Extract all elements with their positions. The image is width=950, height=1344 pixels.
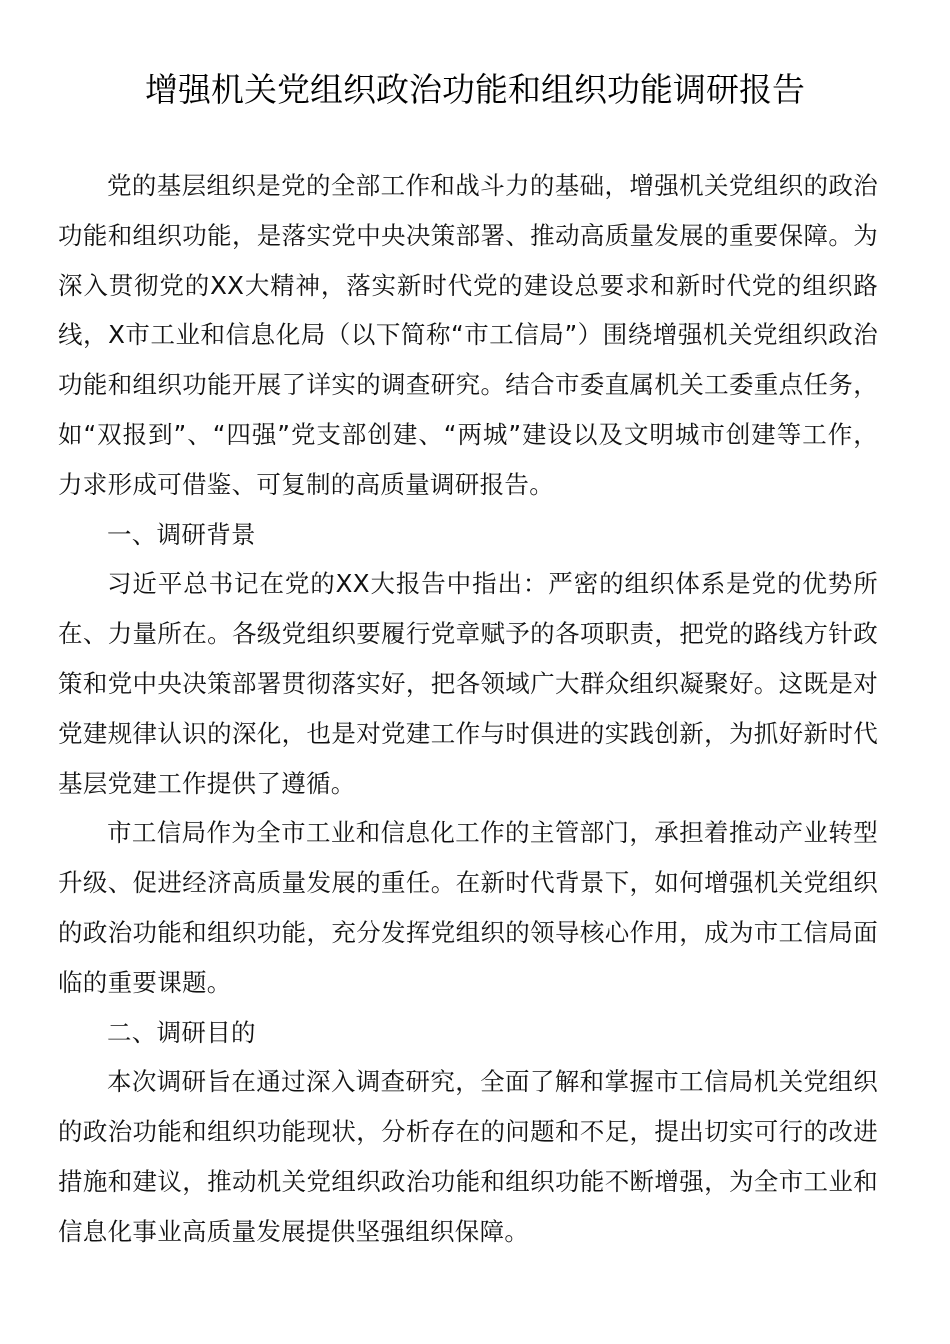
section-heading-background: 一、调研背景: [107, 519, 256, 549]
document-title: 增强机关党组织政治功能和组织功能调研报告: [145, 70, 805, 109]
intro-paragraph: 党的基层组织是党的全部工作和战斗力的基础，增强机关党组织的政治功能和组织功能，是落实党中央决策部署、推动高质量发展的重要保障。为深入贯彻党的XX大精神，落实新时代党的建设总要求和新时代党的组织路线，X市工业和信息化局（以下简称“市工信局”）围绕增强机关党组织政治功能和组织功能开展了详实的调查研究。结合市委直属机关工委重点任务，如“双报到”、“四强”党支部创建、“两城”建设以及文明城市创建等工作，力求形成可借鉴、可复制的高质量调研报告。: [58, 171, 878, 499]
purpose-paragraph-1: 本次调研旨在通过深入调查研究，全面了解和掌握市工信局机关党组织的政治功能和组织功能现状，分析存在的问题和不足，提出切实可行的改进措施和建议，推动机关党组织政治功能和组织功能不断增强，为全市工业和信息化事业高质量发展提供坚强组织保障。: [58, 1067, 878, 1246]
background-paragraph-1: 习近平总书记在党的XX大报告中指出：严密的组织体系是党的优势所在、力量所在。各级党组织要履行党章赋予的各项职责，把党的路线方针政策和党中央决策部署贯彻落实好，把各领域广大群众组织凝聚好。这既是对党建规律认识的深化，也是对党建工作与时俱进的实践创新，为抓好新时代基层党建工作提供了遵循。: [58, 569, 878, 798]
background-paragraph-2: 市工信局作为全市工业和信息化工作的主管部门，承担着推动产业转型升级、促进经济高质量发展的重任。在新时代背景下，如何增强机关党组织的政治功能和组织功能，充分发挥党组织的领导核心作用，成为市工信局面临的重要课题。: [58, 818, 878, 997]
document-body: [58, 161, 878, 1257]
section-heading-purpose: 二、调研目的: [107, 1017, 256, 1047]
